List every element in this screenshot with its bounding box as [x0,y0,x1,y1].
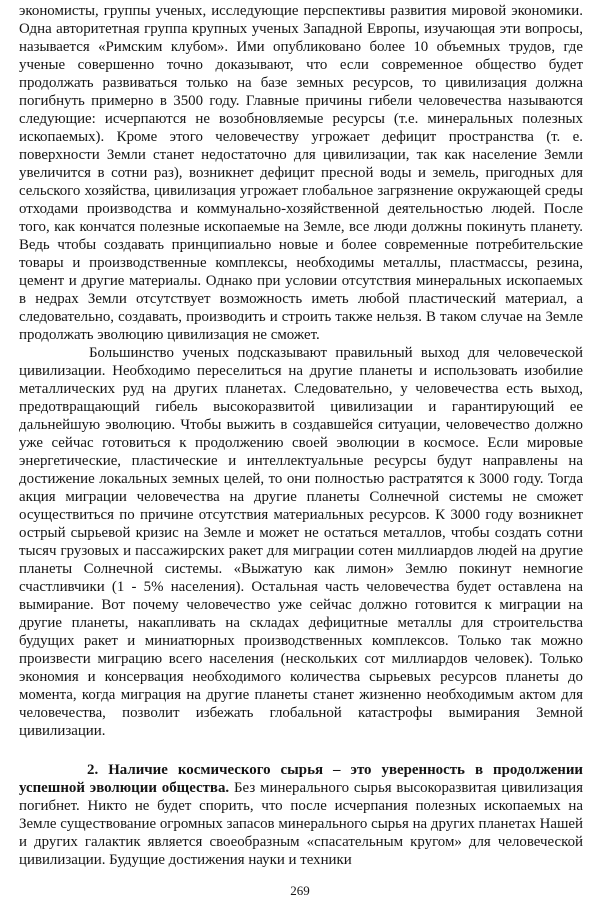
body-paragraph-2: Большинство ученых подсказывают правильный выход для человеческой цивилизации. Необходимо переселиться на другие планеты и использовать изобилие металлических руд на других планетах. Следовательно, у человечества есть выход, предотвращающий гибель высокоразвитой цивилизации и гарантирующий ее дальнейшую эволюцию. Чтобы выжить в создавшейся ситуации, человечество должно уже сейчас готовиться к продолжению своей эволюции в космосе. Если мировые энергетические, пластические и интеллектуальные ресурсы будут направлены на достижение локальных земных целей, то они полностью растратятся к 3000 году. Тогда акция миграции человечества на другие планеты Солнечной системы не сможет осуществиться по причине отсутствия материальных ресурсов. К 3000 году возникнет острый сырьевой кризис на Земле и может не остаться металлов, чтобы создать сотни тысяч грузовых и пассажирских ракет для миграции сотен миллиардов людей на другие планеты Солнечной системы. «Выжатую как лимон» Землю покинут немногие счастливчики (1 - 5% населения). Остальная часть человечества будет оставлена на вымирание. Вот почему человечество уже сейчас должно готовится к миграции на другие планеты, накапливать на складах дефицитные металлы для строительства будущих ракет и миниатюрных производственных комплексов. Только так можно произвести миграцию всего населения (нескольких сот миллиардов человек). Только экономия и консервация необходимого количества сырьевых ресурсов планеты до момента, когда миграция на другие планеты станет жизненно необходимым актом для человечества, позволит избежать глобальной катастрофы вымирания Земной цивилизации. [19,345,583,739]
section-paragraph [19,761,583,869]
paragraph-spacer [19,740,583,761]
section-body-text: Без минерального сырья высокоразвитая цивилизация погибнет. Никто не будет спорить, что после исчерпания полезных ископаемых на Земле существование огромных запасов минерального сырья на других планетах Нашей и других галактик является своеобразным «спасательным кругом» для человеческой цивилизации. Будущие достижения науки и техники [19,780,583,868]
section-heading: 2. Наличие космического сырья – это уверенность в продолжении успешной эволюции общества. [19,762,583,796]
page-number: 269 [290,883,310,898]
body-paragraph-1: экономисты, группы ученых, исследующие перспективы развития мировой экономики. Одна авторитетная группа крупных ученых Западной Европы, изучающая эти вопросы, называется «Римским клубом». Ими опубликовано более 10 объемных трудов, где ученые совершенно точно доказывают, что если современное общество будет продолжать развиваться только на базе земных ресурсов, то цивилизация должна погибнуть примерно в 3500 году. Главные причины гибели человечества называются следующие: исчерпаются не возобновляемые ресурсы (т.е. минеральных полезных ископаемых). Кроме этого человечеству угрожает дефицит пространства (т. е. поверхности Земли станет недостаточно для цивилизации, так как население Земли увеличится в сотни раз), возникнет дефицит пресной воды и земель, пригодных для сельского хозяйства, цивилизация угрожает глобальное загрязнение окружающей среды отходами производства и коммунально-хозяйственной деятельностью людей. После того, как кончатся полезные ископаемые на Земле, все люди должны покинуть планету. Ведь чтобы создавать принципиально новые и более современные потребительские товары и производственные комплексы, необходимы металлы, пластмассы, резина, цемент и другие материалы. Однако при условии отсутствия минеральных ископаемых в недрах Земли отсутствует возможность иметь любой пластический материал, а следовательно, создавать, производить и строить также нельзя. В таком случае на Земле продолжать эволюцию цивилизация не сможет. [19,3,583,343]
